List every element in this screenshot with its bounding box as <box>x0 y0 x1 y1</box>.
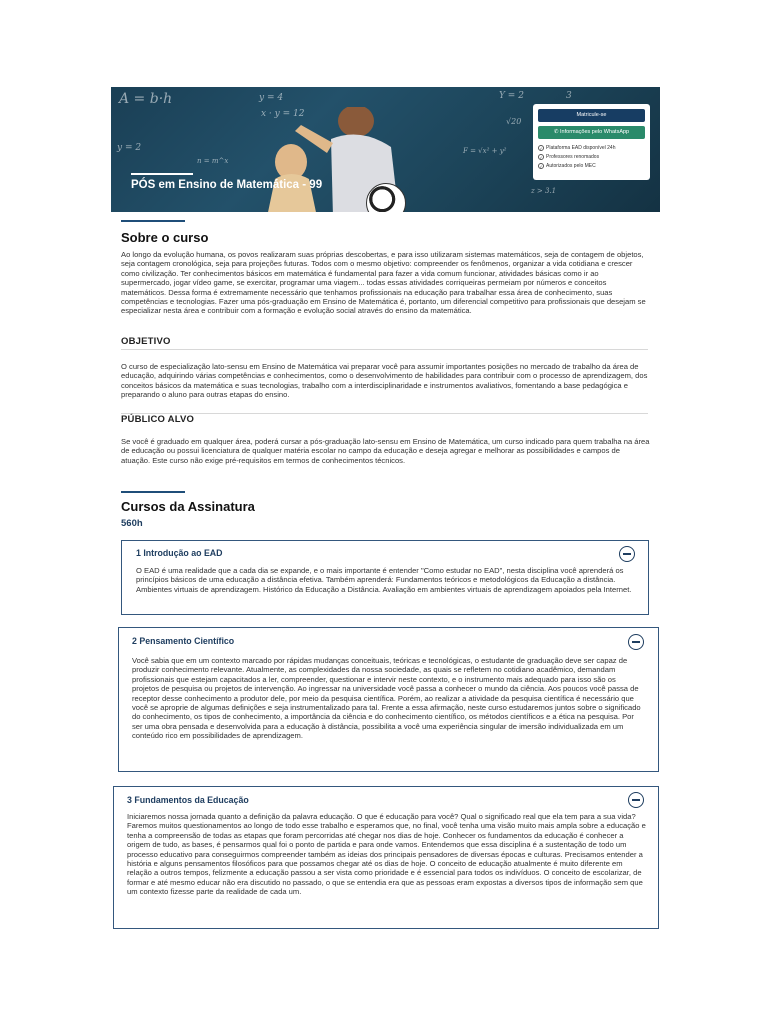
chalk-formula: A = b·h <box>119 91 173 107</box>
course-module <box>118 627 659 772</box>
audience-divider <box>121 413 648 414</box>
feature-item: ✓ Autorizados pelo MEC <box>539 163 596 169</box>
audience-text: Se você é graduado em qualquer área, poderá cursar a pós-graduação lato-sensu em Ensino de Matemática, um curso indicado para quem trabalha na área de educação ou possui licenciatura de qualquer matéria escolar no campo da educação e deseja agregar e melhorar as possibilidades e campos de atuação. Este curso não exige pré-requisitos em termos de conhecimentos técnicos. <box>121 437 650 465</box>
chalk-formula: y = 2 <box>117 143 142 153</box>
section-divider <box>121 220 185 222</box>
module-title[interactable]: 1 Introdução ao EAD <box>136 548 223 558</box>
objective-text: O curso de especialização lato-sensu em Ensino de Matemática vai preparar você para assumir importantes posições no mercado de trabalho da área de educação, adquirindo várias competências e conhecimentos, como o desenvolvimento de habilidades para contribuir com o processo de aprendizagem, dos conceitos básicos da matemática e suas tecnologias, trabalho com a interdisciplinaridade e instrumentos avaliativos, fomentando a base pedagógica e preparando o aluno para outras etapas do ensino. <box>121 362 648 400</box>
collapse-icon[interactable] <box>619 546 635 562</box>
module-description: O EAD é uma realidade que a cada dia se expande, e o mais importante é entender "Como estudar no EAD", nesta disciplina você aprenderá os princípios básicos de uma educação a distância efetiva. Também aprenderá: Fundamentos teóricos e metodológicos da Educação a distância. Ambientes virtuais de aprendizagem. Histórico da Educação a Distância. Avaliação em ambientes virtuais de aprendizagem apoiados pela Internet. <box>136 566 632 594</box>
course-module <box>121 540 649 615</box>
chalk-formula: y = 4 <box>259 93 284 103</box>
whatsapp-label: Informações pelo WhatsApp <box>560 129 630 135</box>
enroll-button[interactable]: Matricule-se <box>538 109 645 122</box>
course-module <box>113 786 659 929</box>
chalk-formula: z > 3.1 <box>531 187 557 195</box>
chalk-formula: √20 <box>506 117 522 126</box>
children-illustration <box>261 107 461 212</box>
module-description: Iniciaremos nossa jornada quanto a definição da palavra educação. O que é educação para você? Qual o significado real que ela tem para a sua vida? Faremos muitos questionamentos ao longo de todo esse trabalho e esperamos que, no final, você tenha uma visão muito mais ampla sobre a educação e tenha a compreensão de todas as etapas que foram percorridas até chegar nos dias de hoje. Conhecer os fundamentos da educação é conhecer a origem de tudo, as bases, é pensarmos qual foi o ponto de partida e para onde vamos. Entendemos que essa disciplina é a sustentação de todo um processo educativo para conseguirmos compreender também as ideias dos principais pensadores de diversas épocas e culturas. Precisamos entender a história e alguns pensamentos filosóficos para que possamos chegar até os dias de hoje. O conceito de educação atualmente é muito diferente em relação a outros tempos, felizmente a educação passou a ser vista como prioridade e é essencial para todos os indivíduos. O conceito de escolarizar, de formar e até mesmo educar não era discutido no passado, o que se entendia era que as pessoas eram expostas a diversos tipos de informação sem que um contexto fizesse parte da realidade de cada um. <box>127 812 646 897</box>
module-title[interactable]: 2 Pensamento Científico <box>132 636 235 646</box>
feature-item: ✓ Professores renomados <box>539 154 600 160</box>
check-icon: ✓ <box>539 164 543 169</box>
whatsapp-icon: ✆ <box>553 129 561 135</box>
hero-title-underline <box>131 173 193 175</box>
objective-heading: OBJETIVO <box>121 336 171 347</box>
chalk-formula: n = m^x <box>197 157 229 165</box>
module-description: Você sabia que em um contexto marcado por rápidas mudanças conceituais, teóricas e tecnológicas, o estudante de graduação deve ser capaz de produzir conhecimento relevante. Atualmente, as complexidades da nossa sociedade, as quais se refletem no cotidiano acadêmico, demandam profissionais que estejam capacitados a ler, compreender, questionar e intervir neste contexto, e o instrumento mais adequado para isso são os projetos de pesquisa ou projetos de intervenção. Ao ingressar na universidade você passa a conhecer o mundo da ciência. Aos poucos você passa de receptor desse conhecimento a produtor dele, por meio da pesquisa científica. Porém, ao realizar a atividade da pesquisa científica é necessário que você se aproprie de algumas definições e seja instrumentalizado para tal. Frente a essa afirmação, neste curso estudaremos juntos sobre o significado do conhecimento, os tipos de conhecimento, a importância da ciência e do conhecimento científico, os métodos científicos e a ética na pesquisa. Por ser uma obra pensada e desenvolvida para a educação à distância, possibilita a você uma experiência singular de imersão individualizada em um conteúdo rico em possibilidades de aprendizagem. <box>132 656 641 741</box>
collapse-icon[interactable] <box>628 792 644 808</box>
about-text: Ao longo da evolução humana, os povos realizaram suas próprias descobertas, e para isso utilizaram sistemas matemáticos, seja de contagem de objetos, seja contagem cronológica, seja para projeções futuras. Todos com o mesmo objetivo: compreender os fenômenos, organizar a vida cotidiana e crescer como civilização. Ter conhecimentos básicos em matemática é fundamental para fazer a vida comum funcionar, atividades básicas como ir ao supermercado, jogar vídeo game, se exercitar, programar uma viagem... todas essas atividades corriqueiras permeiam por números e conceitos matemáticos. Dessa forma é extremamente necessário que tenhamos profissionais na educação para trabalhar essa área de conhecimento, suas competências e tecnologias. Fazer uma pós-graduação em Ensino de Matemática é, portanto, um diferencial competitivo para profissionais que desejam se especializar nesta área e contribuir com a formação e evolução social através do ensino da matemática. <box>121 250 646 316</box>
chalk-formula: 3 <box>566 91 572 101</box>
module-title[interactable]: 3 Fundamentos da Educação <box>127 795 249 805</box>
collapse-icon[interactable] <box>628 634 644 650</box>
courses-title: Cursos da Assinatura <box>121 499 255 514</box>
feature-item: ✓ Plataforma EAD disponível 24h <box>539 145 616 151</box>
about-title: Sobre o curso <box>121 230 209 245</box>
objective-divider <box>121 349 648 350</box>
chalk-formula: Y = 2 <box>499 91 524 101</box>
hero-banner <box>111 87 660 212</box>
chalk-formula: F = √x² + y² <box>463 147 507 155</box>
audience-heading: PÚBLICO ALVO <box>121 414 195 425</box>
whatsapp-button[interactable] <box>538 126 645 139</box>
check-icon: ✓ <box>539 155 543 160</box>
check-icon: ✓ <box>539 146 543 151</box>
chalk-formula: x · y = 12 <box>261 109 305 119</box>
hero-title: PÓS em Ensino de Matemática - 99 <box>131 179 323 191</box>
enroll-card <box>533 104 650 180</box>
courses-hours: 560h <box>121 518 143 529</box>
section-divider <box>121 491 185 493</box>
